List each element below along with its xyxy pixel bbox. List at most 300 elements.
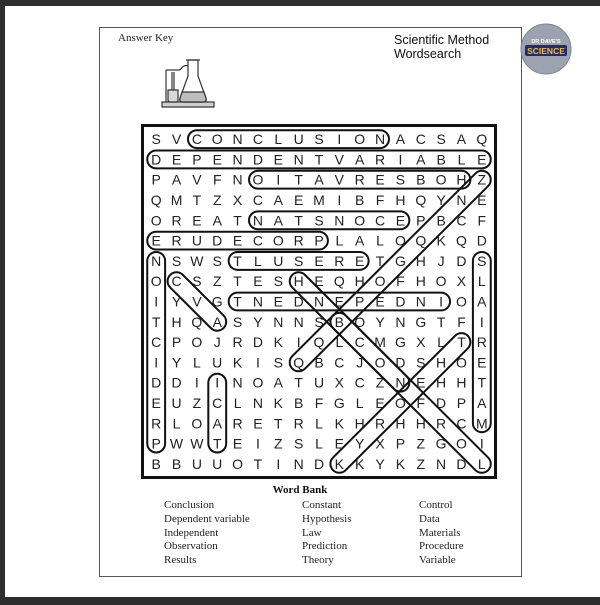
- grid-letter: T: [375, 252, 385, 269]
- grid-letter: T: [192, 192, 202, 209]
- grid-letter: Y: [436, 192, 446, 209]
- grid-letter: C: [252, 232, 264, 249]
- grid-letter: E: [477, 354, 487, 371]
- grid-letter: Y: [375, 313, 385, 330]
- word-bank-item: Prediction: [302, 540, 348, 553]
- grid-letter: Z: [212, 273, 222, 290]
- worksheet-title: [394, 33, 489, 61]
- grid-letter: L: [315, 435, 323, 452]
- grid-letter: E: [416, 374, 426, 391]
- logo-top-text: DR DAVE'S: [531, 39, 561, 45]
- grid-letter: P: [456, 394, 467, 411]
- grid-letter: O: [435, 171, 447, 188]
- grid-letter: N: [334, 212, 345, 229]
- grid-letter: D: [252, 334, 264, 351]
- grid-letter: H: [395, 415, 406, 432]
- grid-letter: C: [252, 192, 264, 209]
- grid-letter: E: [477, 192, 487, 209]
- word-bank-column-2: [302, 499, 352, 568]
- grid-letter: O: [232, 455, 244, 472]
- grid-letter: O: [354, 131, 366, 148]
- grid-letter: A: [416, 151, 426, 168]
- title-line-1: Scientific Method: [394, 33, 490, 47]
- grid-letter: Y: [355, 435, 365, 452]
- grid-letter: E: [273, 293, 283, 310]
- grid-letter: D: [151, 151, 162, 168]
- grid-letter: C: [334, 354, 345, 371]
- grid-letter: O: [354, 313, 366, 330]
- grid-letter: S: [314, 313, 324, 330]
- grid-letter: H: [395, 192, 406, 209]
- grid-letter: O: [150, 212, 162, 229]
- grid-letter: S: [416, 354, 426, 371]
- grid-letter: F: [212, 171, 222, 188]
- dr-daves-science-logo: [520, 23, 572, 75]
- grid-letter: O: [374, 354, 386, 371]
- grid-letter: V: [192, 171, 202, 188]
- grid-letter: O: [374, 273, 386, 290]
- grid-letter: X: [232, 192, 243, 209]
- grid-letter: N: [395, 374, 406, 391]
- grid-letter: G: [394, 252, 406, 269]
- grid-letter: A: [355, 151, 365, 168]
- grid-letter: R: [476, 334, 487, 351]
- word-bank-item: Conclusion: [164, 499, 215, 511]
- grid-letter: K: [334, 415, 345, 432]
- grid-letter: I: [154, 293, 159, 310]
- grid-letter: V: [192, 293, 202, 310]
- grid-letter: R: [293, 232, 304, 249]
- grid-letter: R: [334, 252, 345, 269]
- grid-letter: P: [151, 171, 161, 188]
- grid-letter: N: [273, 313, 284, 330]
- grid-letter: S: [314, 131, 324, 148]
- word-bank-item: Law: [302, 526, 322, 539]
- grid-letter: S: [171, 252, 182, 269]
- grid-letter: U: [313, 374, 325, 391]
- grid-letter: U: [191, 232, 202, 249]
- grid-letter: G: [211, 293, 223, 310]
- grid-letter: T: [457, 334, 466, 351]
- grid-letter: R: [232, 415, 243, 432]
- grid-letter: L: [477, 273, 486, 290]
- grid-letter: R: [171, 232, 182, 249]
- grid-letter: Y: [253, 313, 263, 330]
- grid-letter: J: [437, 252, 445, 269]
- grid-letter: N: [313, 293, 325, 310]
- grid-letter: B: [436, 151, 446, 168]
- grid-letter: O: [456, 435, 467, 452]
- grid-letter: C: [212, 394, 223, 411]
- grid-letter: D: [252, 151, 264, 168]
- grid-letter: N: [232, 171, 243, 188]
- grid-letter: I: [276, 171, 281, 188]
- grid-letter: Q: [415, 232, 427, 249]
- grid-letter: E: [151, 394, 161, 411]
- grid-letter: N: [252, 293, 264, 310]
- grid-letter: Z: [416, 435, 426, 452]
- grid-letter: S: [314, 212, 324, 229]
- grid-letter: Z: [192, 394, 202, 411]
- grid-letter: E: [314, 273, 324, 290]
- grid-letter: X: [334, 374, 345, 391]
- grid-letter: N: [151, 252, 162, 269]
- grid-letter: B: [436, 212, 446, 229]
- grid-letter: N: [232, 374, 243, 391]
- grid-letter: F: [457, 313, 466, 330]
- grid-letter: P: [416, 212, 426, 229]
- grid-letter: A: [273, 374, 283, 391]
- grid-letter: L: [335, 232, 344, 249]
- grid-letter: C: [354, 334, 365, 351]
- grid-letter: N: [232, 151, 243, 168]
- grid-letter: U: [171, 394, 182, 411]
- grid-letter: H: [293, 273, 304, 290]
- grid-letter: P: [355, 293, 365, 310]
- answer-key-label: Answer Key: [118, 32, 174, 44]
- grid-letter: B: [151, 455, 161, 472]
- grid-letter: T: [233, 252, 242, 269]
- grid-letter: D: [212, 232, 223, 249]
- grid-letter: E: [375, 171, 385, 188]
- grid-letter: A: [456, 131, 467, 148]
- grid-letter: Z: [416, 455, 426, 472]
- grid-letter: T: [314, 151, 324, 168]
- grid-letter: S: [151, 131, 161, 148]
- word-bank-item: Variable: [419, 554, 456, 567]
- grid-letter: T: [253, 455, 263, 472]
- grid-letter: W: [190, 435, 204, 452]
- word-bank-title: Word Bank: [272, 484, 328, 496]
- grid-letter: D: [456, 252, 467, 269]
- grid-letter: Q: [333, 273, 345, 290]
- grid-letter: P: [192, 151, 202, 168]
- grid-letter: R: [436, 415, 447, 432]
- grid-letter: Q: [191, 313, 203, 330]
- grid-letter: N: [293, 455, 304, 472]
- grid-letter: B: [314, 354, 324, 371]
- grid-letter: P: [395, 435, 406, 452]
- grid-letter: H: [456, 171, 467, 188]
- grid-letter: D: [171, 374, 182, 391]
- grid-letter: N: [252, 394, 264, 411]
- word-bank-item: Control: [419, 499, 453, 511]
- grid-letter: L: [376, 232, 384, 249]
- grid-letter: O: [252, 171, 264, 188]
- grid-letter: I: [215, 374, 220, 391]
- logo-main-text: SCIENCE: [527, 46, 565, 56]
- grid-letter: F: [375, 192, 385, 209]
- grid-letter: K: [273, 394, 283, 411]
- grid-letter: B: [293, 394, 304, 411]
- grid-letter: V: [334, 151, 345, 168]
- grid-letter: A: [212, 415, 222, 432]
- grid-letter: D: [395, 293, 406, 310]
- grid-letter: H: [436, 374, 447, 391]
- grid-letter: G: [435, 435, 447, 452]
- grid-letter: Z: [477, 171, 487, 188]
- grid-letter: E: [375, 293, 385, 310]
- grid-letter: D: [395, 354, 406, 371]
- grid-letter: D: [313, 455, 325, 472]
- grid-letter: D: [293, 293, 304, 310]
- grid-letter: R: [374, 151, 386, 168]
- grid-letter: I: [479, 313, 484, 330]
- grid-letter: T: [274, 415, 283, 432]
- grid-letter: E: [212, 151, 222, 168]
- grid-letter: E: [293, 192, 304, 209]
- grid-letter: I: [337, 131, 342, 148]
- grid-letter: J: [356, 354, 364, 371]
- grid-letter: G: [394, 334, 406, 351]
- grid-letter: S: [436, 131, 446, 148]
- grid-letter: C: [456, 212, 467, 229]
- grid-letter: E: [253, 273, 263, 290]
- grid-letter: Q: [150, 192, 162, 209]
- grid-letter: T: [151, 313, 161, 330]
- grid-letter: S: [212, 252, 222, 269]
- grid-letter: O: [272, 232, 284, 249]
- grid-letter: D: [456, 455, 467, 472]
- grid-letter: V: [334, 171, 345, 188]
- grid-letter: L: [477, 455, 486, 472]
- grid-letter: E: [355, 252, 365, 269]
- grid-letter: C: [252, 131, 264, 148]
- grid-letter: S: [273, 273, 283, 290]
- grid-letter: X: [375, 435, 385, 452]
- grid-letter: K: [436, 232, 446, 249]
- grid-letter: O: [150, 273, 162, 290]
- grid-letter: K: [355, 455, 365, 472]
- grid-letter: Q: [476, 131, 488, 148]
- grid-letter: O: [456, 354, 467, 371]
- grid-letter: I: [337, 192, 342, 209]
- grid-letter: S: [293, 252, 304, 269]
- grid-letter: E: [334, 293, 345, 310]
- word-bank-item: Theory: [302, 554, 334, 567]
- grid-letter: P: [151, 435, 161, 452]
- grid-letter: C: [151, 334, 162, 351]
- grid-letter: D: [476, 232, 487, 249]
- grid-letter: S: [273, 354, 283, 371]
- lab-equipment-icon: [158, 54, 216, 112]
- grid-letter: N: [293, 151, 304, 168]
- grid-letter: I: [296, 334, 301, 351]
- word-bank-column-3: [419, 499, 464, 568]
- grid-letter: L: [274, 131, 283, 148]
- grid-letter: Q: [313, 334, 325, 351]
- grid-letter: B: [334, 313, 345, 330]
- word-bank-item: Materials: [419, 526, 461, 539]
- grid-letter: T: [294, 374, 303, 391]
- grid-letter: T: [477, 374, 487, 391]
- grid-letter: E: [273, 151, 283, 168]
- grid-letter: R: [374, 415, 386, 432]
- grid-letter: R: [232, 334, 243, 351]
- grid-letter: U: [191, 455, 202, 472]
- grid-letter: Z: [212, 192, 222, 209]
- frame-top-border: [0, 0, 600, 6]
- grid-letter: O: [394, 394, 406, 411]
- word-bank-item: Data: [419, 512, 440, 525]
- grid-letter: O: [456, 293, 467, 310]
- grid-letter: Q: [293, 354, 305, 371]
- grid-letter: E: [477, 151, 487, 168]
- grid-letter: N: [252, 212, 264, 229]
- grid-letter: C: [456, 415, 467, 432]
- grid-letter: T: [294, 171, 303, 188]
- grid-letter: A: [314, 171, 324, 188]
- grid-letter: A: [273, 192, 283, 209]
- word-bank-item: Dependent variable: [164, 512, 250, 525]
- word-bank-item: Hypothesis: [302, 512, 352, 525]
- grid-letter: N: [395, 313, 406, 330]
- grid-letter: R: [171, 212, 182, 229]
- grid-letter: Y: [171, 354, 182, 371]
- frame-bottom-border: [0, 597, 600, 605]
- grid-letter: M: [313, 192, 325, 209]
- grid-letter: A: [477, 293, 487, 310]
- grid-letter: H: [415, 415, 426, 432]
- grid-letter: P: [171, 334, 182, 351]
- grid-letter: M: [475, 415, 488, 432]
- grid-letter: T: [233, 212, 242, 229]
- grid-letter: H: [171, 313, 182, 330]
- grid-letter: N: [415, 293, 426, 310]
- word-search-grid: [141, 124, 497, 479]
- word-bank-item: Observation: [164, 540, 218, 553]
- title-line-2: Wordsearch: [394, 47, 462, 61]
- grid-letter: U: [273, 252, 284, 269]
- grid-letter: T: [436, 313, 446, 330]
- grid-letter: I: [255, 354, 260, 371]
- grid-letter: E: [334, 435, 345, 452]
- grid-letter: F: [477, 212, 487, 229]
- grid-letter: A: [212, 212, 222, 229]
- grid-letter: C: [354, 374, 365, 391]
- grid-letter: C: [374, 212, 386, 229]
- grid-letter: E: [314, 252, 324, 269]
- grid-letter: S: [477, 252, 487, 269]
- frame-left-border: [0, 0, 5, 605]
- grid-letter: L: [437, 334, 446, 351]
- grid-letter: J: [213, 334, 221, 351]
- grid-letter: V: [171, 131, 182, 148]
- grid-letter: U: [212, 455, 223, 472]
- grid-letter: H: [354, 415, 365, 432]
- grid-letter: M: [170, 192, 183, 209]
- grid-letter: R: [354, 171, 365, 188]
- grid-letter: A: [212, 313, 222, 330]
- grid-letter: O: [211, 131, 223, 148]
- grid-letter: C: [415, 131, 426, 148]
- grid-letter: S: [293, 435, 304, 452]
- word-bank-item: Results: [164, 554, 197, 567]
- grid-letter: Z: [274, 435, 283, 452]
- grid-letter: C: [191, 131, 202, 148]
- grid-letter: D: [151, 374, 162, 391]
- grid-letter: H: [456, 374, 467, 391]
- grid-letter: H: [436, 354, 447, 371]
- grid-letter: M: [374, 334, 386, 351]
- grid-letter: F: [416, 394, 426, 411]
- grid-letter: S: [192, 273, 202, 290]
- grid-letter: E: [375, 394, 385, 411]
- word-bank-item: Procedure: [419, 540, 464, 553]
- grid-letter: K: [334, 455, 345, 472]
- grid-letter: X: [416, 334, 426, 351]
- grid-letter: I: [276, 455, 281, 472]
- grid-letter: E: [232, 232, 243, 249]
- grid-letter: N: [456, 192, 467, 209]
- grid-letter: E: [253, 415, 263, 432]
- grid-letter: Y: [171, 293, 182, 310]
- grid-letter: I: [255, 435, 260, 452]
- grid-letter: L: [254, 252, 262, 269]
- grid-letter: T: [233, 273, 242, 290]
- grid-letter: B: [355, 192, 365, 209]
- grid-letter: L: [315, 415, 323, 432]
- grid-letter: Q: [415, 192, 427, 209]
- grid-letter: N: [293, 313, 304, 330]
- grid-letter: L: [355, 394, 364, 411]
- grid-letter: S: [232, 313, 243, 330]
- word-bank-item: Constant: [302, 499, 342, 511]
- grid-letter: G: [415, 313, 427, 330]
- grid-letter: Z: [375, 374, 385, 391]
- grid-letter: E: [151, 232, 161, 249]
- grid-letter: I: [154, 354, 159, 371]
- grid-letter: R: [151, 415, 162, 432]
- grid-letter: K: [273, 334, 283, 351]
- grid-letter: H: [415, 252, 426, 269]
- grid-letter: S: [395, 171, 406, 188]
- grid-letter: P: [314, 232, 324, 249]
- grid-letter: O: [394, 232, 406, 249]
- grid-letter: O: [435, 273, 447, 290]
- grid-letter: L: [335, 334, 344, 351]
- grid-letter: W: [190, 252, 204, 269]
- grid-letter: I: [194, 374, 199, 391]
- grid-letter: O: [191, 334, 203, 351]
- grid-letter: B: [171, 455, 182, 472]
- grid-letter: O: [191, 415, 203, 432]
- grid-letter: B: [416, 171, 426, 188]
- word-bank-item: Independent: [164, 526, 219, 539]
- grid-letter: T: [212, 435, 222, 452]
- grid-letter: U: [293, 131, 304, 148]
- grid-letter: O: [354, 212, 366, 229]
- grid-letter: A: [395, 131, 406, 148]
- grid-letter: E: [395, 212, 406, 229]
- grid-letter: H: [415, 273, 426, 290]
- grid-letter: F: [314, 394, 324, 411]
- grid-letter: R: [293, 415, 304, 432]
- grid-letter: G: [333, 394, 345, 411]
- grid-letter: O: [252, 374, 264, 391]
- grid-letter: Y: [375, 455, 385, 472]
- grid-letter: W: [169, 435, 184, 452]
- grid-letter: E: [171, 151, 182, 168]
- grid-letter: L: [172, 415, 181, 432]
- grid-letter: K: [232, 354, 243, 371]
- grid-letter: X: [456, 273, 467, 290]
- grid-letter: I: [479, 435, 484, 452]
- grid-letter: N: [232, 131, 243, 148]
- grid-letter: Q: [456, 232, 467, 249]
- grid-letter: H: [354, 273, 365, 290]
- grid-letter: T: [294, 212, 303, 229]
